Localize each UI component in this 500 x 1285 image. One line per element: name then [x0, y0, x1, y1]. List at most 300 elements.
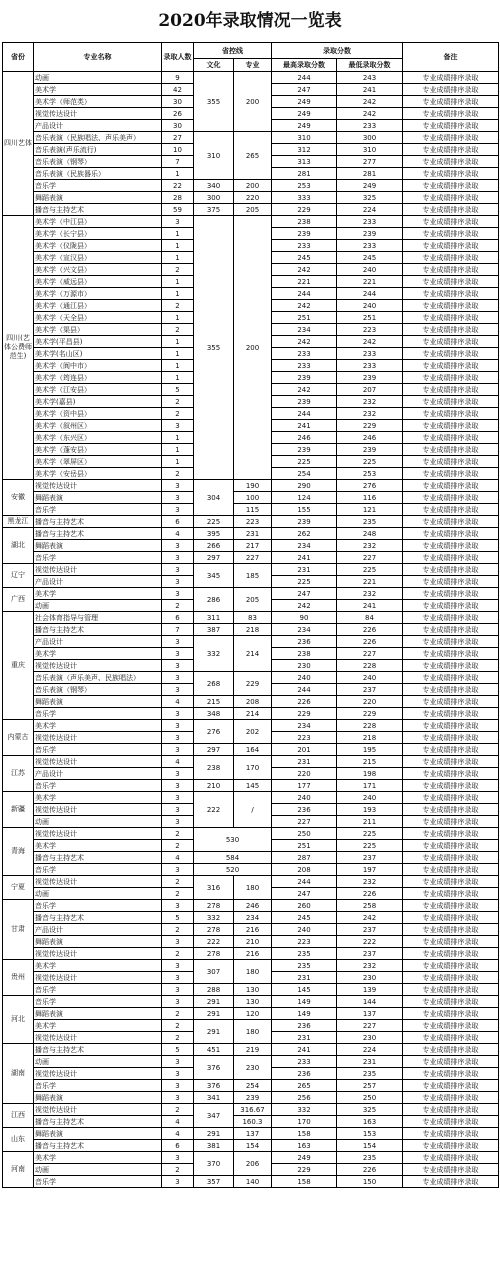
major-cell: 美术学（阆中市）: [34, 360, 162, 372]
max-score-cell: 90: [272, 612, 337, 624]
specialty-line-cell: 227: [234, 552, 272, 564]
major-cell: 动画: [34, 888, 162, 900]
major-cell: 音乐学: [34, 780, 162, 792]
major-cell: 播音与主持艺术: [34, 516, 162, 528]
max-score-cell: 256: [272, 1092, 337, 1104]
remark-cell: 专业成绩排序录取: [403, 648, 499, 660]
culture-line-cell: 222: [194, 936, 234, 948]
major-cell: 视觉传达设计: [34, 948, 162, 960]
min-score-cell: 225: [337, 828, 403, 840]
table-row: [3, 708, 499, 720]
max-score-cell: 241: [272, 1044, 337, 1056]
culture-line-cell: 268: [194, 672, 234, 696]
table-row: [3, 1152, 499, 1164]
min-score-cell: 231: [337, 1056, 403, 1068]
major-cell: 视觉传达设计: [34, 732, 162, 744]
enrolled-cell: 3: [162, 1092, 194, 1104]
table-row: [3, 528, 499, 540]
culture-line-cell: 278: [194, 900, 234, 912]
specialty-line-cell: 170: [234, 756, 272, 780]
max-score-cell: 234: [272, 324, 337, 336]
remark-cell: 专业成绩排序录取: [403, 264, 499, 276]
table-row: [3, 216, 499, 228]
max-score-cell: 244: [272, 408, 337, 420]
max-score-cell: 240: [272, 672, 337, 684]
max-score-cell: 177: [272, 780, 337, 792]
enrolled-cell: 7: [162, 624, 194, 636]
scores-header: 录取分数: [272, 43, 403, 59]
major-cell: 美术学（天全县）: [34, 312, 162, 324]
max-score-cell: 220: [272, 768, 337, 780]
enrolled-cell: 6: [162, 1140, 194, 1152]
province-cell: 四川(艺体公费师范生): [3, 216, 34, 480]
specialty-line-cell: /: [234, 792, 272, 828]
major-cell: 视觉传达设计: [34, 828, 162, 840]
specialty-line-cell: 206: [234, 1152, 272, 1176]
enrolled-cell: 3: [162, 588, 194, 600]
culture-line-cell: 375: [194, 204, 234, 216]
remark-cell: 专业成绩排序录取: [403, 840, 499, 852]
min-score-cell: 226: [337, 624, 403, 636]
province-cell: 宁夏: [3, 876, 34, 900]
min-score-cell: 224: [337, 204, 403, 216]
enrolled-cell: 2: [162, 924, 194, 936]
min-score-cell: 116: [337, 492, 403, 504]
table-row: [3, 1020, 499, 1032]
enrolled-cell: 2: [162, 1032, 194, 1044]
culture-line-cell: 387: [194, 624, 234, 636]
major-cell: 舞蹈表演: [34, 936, 162, 948]
province-cell: 湖南: [3, 1044, 34, 1104]
enrolled-cell: 27: [162, 132, 194, 144]
specialty-line-cell: 137: [234, 1128, 272, 1140]
min-score-cell: 139: [337, 984, 403, 996]
max-score-cell: 145: [272, 984, 337, 996]
max-score-cell: 229: [272, 708, 337, 720]
remark-cell: 专业成绩排序录取: [403, 864, 499, 876]
remark-cell: 专业成绩排序录取: [403, 348, 499, 360]
province-cell: 江西: [3, 1104, 34, 1128]
table-row: [3, 204, 499, 216]
culture-line-cell: 297: [194, 552, 234, 564]
enrolled-cell: 4: [162, 852, 194, 864]
max-score-cell: 247: [272, 588, 337, 600]
remark-cell: 专业成绩排序录取: [403, 768, 499, 780]
max-score-cell: 227: [272, 816, 337, 828]
enrolled-cell: 2: [162, 888, 194, 900]
min-score-header: 最低录取分数: [337, 59, 403, 72]
culture-line-cell: 341: [194, 1092, 234, 1104]
min-score-cell: 258: [337, 900, 403, 912]
max-score-cell: 244: [272, 288, 337, 300]
max-score-cell: 251: [272, 840, 337, 852]
max-score-cell: 158: [272, 1128, 337, 1140]
min-score-cell: 229: [337, 708, 403, 720]
specialty-line-cell: 239: [234, 1092, 272, 1104]
culture-line-cell: 355: [194, 72, 234, 132]
remark-cell: 专业成绩排序录取: [403, 240, 499, 252]
remark-cell: 专业成绩排序录取: [403, 216, 499, 228]
remark-cell: 专业成绩排序录取: [403, 852, 499, 864]
major-cell: 视觉传达设计: [34, 804, 162, 816]
remark-cell: 专业成绩排序录取: [403, 1008, 499, 1020]
remark-cell: 专业成绩排序录取: [403, 432, 499, 444]
remark-cell: 专业成绩排序录取: [403, 72, 499, 84]
enrolled-cell: 1: [162, 276, 194, 288]
max-score-cell: 240: [272, 792, 337, 804]
remark-cell: 专业成绩排序录取: [403, 888, 499, 900]
table-row: [3, 192, 499, 204]
major-cell: 美术学（翠屏区）: [34, 456, 162, 468]
header-row: [3, 43, 499, 59]
major-cell: 音乐表演（民族器乐）: [34, 168, 162, 180]
min-score-cell: 237: [337, 852, 403, 864]
table-row: [3, 1080, 499, 1092]
min-score-cell: 239: [337, 228, 403, 240]
max-score-cell: 242: [272, 300, 337, 312]
remark-cell: 专业成绩排序录取: [403, 672, 499, 684]
enrolled-cell: 4: [162, 1128, 194, 1140]
major-cell: 美术学: [34, 1152, 162, 1164]
major-cell: 音乐学: [34, 984, 162, 996]
specialty-line-cell: 316.67: [234, 1104, 272, 1116]
specialty-line-cell: 216: [234, 924, 272, 936]
control-line-combined-cell: 520: [194, 864, 272, 876]
max-score-cell: 260: [272, 900, 337, 912]
remark-cell: 专业成绩排序录取: [403, 588, 499, 600]
specialty-line-cell: 265: [234, 132, 272, 180]
major-cell: 播音与主持艺术: [34, 1044, 162, 1056]
min-score-cell: 235: [337, 1152, 403, 1164]
table-row: [3, 720, 499, 732]
enrolled-cell: 3: [162, 420, 194, 432]
enrolled-cell: 3: [162, 792, 194, 804]
major-cell: 视觉传达设计: [34, 108, 162, 120]
table-row: [3, 540, 499, 552]
control-line-combined-cell: 530: [194, 828, 272, 852]
major-cell: 美术学（蓬安县）: [34, 444, 162, 456]
max-score-cell: 238: [272, 648, 337, 660]
major-cell: 美术学（兴文县）: [34, 264, 162, 276]
table-row: [3, 936, 499, 948]
major-cell: 舞蹈表演: [34, 696, 162, 708]
enrolled-cell: 1: [162, 228, 194, 240]
remark-cell: 专业成绩排序录取: [403, 540, 499, 552]
remark-cell: 专业成绩排序录取: [403, 720, 499, 732]
major-cell: 美术学: [34, 840, 162, 852]
min-score-cell: 233: [337, 120, 403, 132]
enrolled-cell: 3: [162, 816, 194, 828]
major-cell: 播音与主持艺术: [34, 1116, 162, 1128]
max-score-cell: 333: [272, 192, 337, 204]
major-cell: 美术学（通江县）: [34, 300, 162, 312]
major-cell: 音乐学: [34, 552, 162, 564]
enrolled-cell: 3: [162, 708, 194, 720]
enrolled-cell: 4: [162, 528, 194, 540]
enrolled-cell: 5: [162, 912, 194, 924]
min-score-cell: 224: [337, 1044, 403, 1056]
culture-line-cell: 266: [194, 540, 234, 552]
table-row: [3, 924, 499, 936]
culture-line-cell: 332: [194, 636, 234, 672]
specialty-line-cell: 205: [234, 204, 272, 216]
major-cell: 播音与主持艺术: [34, 912, 162, 924]
min-score-cell: 230: [337, 972, 403, 984]
specialty-line-cell: 200: [234, 72, 272, 132]
max-score-cell: 313: [272, 156, 337, 168]
min-score-cell: 226: [337, 636, 403, 648]
table-row: [3, 552, 499, 564]
major-cell: 美术学（宣汉县）: [34, 252, 162, 264]
specialty-line-cell: 190: [234, 480, 272, 492]
enrolled-cell: 2: [162, 1104, 194, 1116]
remark-cell: 专业成绩排序录取: [403, 600, 499, 612]
min-score-cell: 246: [337, 432, 403, 444]
major-cell: 美术学: [34, 648, 162, 660]
enrolled-cell: 3: [162, 540, 194, 552]
enrolled-cell: 3: [162, 480, 194, 492]
culture-line-cell: 355: [194, 216, 234, 480]
enrolled-cell: 3: [162, 684, 194, 696]
major-cell: 视觉传达设计: [34, 480, 162, 492]
specialty-line-cell: 202: [234, 720, 272, 744]
province-cell: 河北: [3, 996, 34, 1044]
specialty-line-cell: 180: [234, 960, 272, 984]
max-score-cell: 229: [272, 204, 337, 216]
remark-cell: 专业成绩排序录取: [403, 708, 499, 720]
major-cell: 视觉传达设计: [34, 1068, 162, 1080]
min-score-cell: 144: [337, 996, 403, 1008]
table-row: [3, 1128, 499, 1140]
major-cell: 美术学（叙州区）: [34, 420, 162, 432]
remark-cell: 专业成绩排序录取: [403, 120, 499, 132]
remark-cell: 专业成绩排序录取: [403, 144, 499, 156]
specialty-line-cell: 180: [234, 1020, 272, 1044]
province-cell: 广西: [3, 588, 34, 612]
min-score-cell: 240: [337, 792, 403, 804]
min-score-cell: 150: [337, 1176, 403, 1188]
remark-cell: 专业成绩排序录取: [403, 480, 499, 492]
enrolled-cell: 3: [162, 660, 194, 672]
major-cell: 音乐学: [34, 744, 162, 756]
min-score-cell: 325: [337, 1104, 403, 1116]
min-score-cell: 218: [337, 732, 403, 744]
max-score-cell: 235: [272, 948, 337, 960]
min-score-cell: 242: [337, 96, 403, 108]
enrolled-cell: 3: [162, 768, 194, 780]
enrolled-cell: 3: [162, 1080, 194, 1092]
culture-line-cell: 370: [194, 1152, 234, 1176]
remark-cell: 专业成绩排序录取: [403, 444, 499, 456]
enrolled-cell: 2: [162, 324, 194, 336]
remark-cell: 专业成绩排序录取: [403, 996, 499, 1008]
min-score-cell: 232: [337, 396, 403, 408]
max-score-cell: 249: [272, 108, 337, 120]
remark-cell: 专业成绩排序录取: [403, 504, 499, 516]
specialty-line-cell: 208: [234, 696, 272, 708]
major-cell: 美术学（长宁县）: [34, 228, 162, 240]
culture-line-cell: 347: [194, 1104, 234, 1128]
major-cell: 音乐表演(声乐流行): [34, 144, 162, 156]
max-score-cell: 245: [272, 252, 337, 264]
major-cell: 音乐学: [34, 864, 162, 876]
specialty-line-cell: 164: [234, 744, 272, 756]
max-score-cell: 245: [272, 912, 337, 924]
min-score-cell: 239: [337, 372, 403, 384]
specialty-line-cell: 120: [234, 1008, 272, 1020]
max-score-cell: 155: [272, 504, 337, 516]
province-cell: 青海: [3, 828, 34, 876]
remark-cell: 专业成绩排序录取: [403, 168, 499, 180]
remark-cell: 专业成绩排序录取: [403, 960, 499, 972]
control-line-header: 省控线: [194, 43, 272, 59]
min-score-cell: 197: [337, 864, 403, 876]
specialty-line-cell: 200: [234, 180, 272, 192]
min-score-cell: 251: [337, 312, 403, 324]
max-score-cell: 249: [272, 96, 337, 108]
specialty-line-cell: 100: [234, 492, 272, 504]
max-score-cell: 234: [272, 624, 337, 636]
remark-cell: 专业成绩排序录取: [403, 204, 499, 216]
culture-line-cell: 381: [194, 1140, 234, 1152]
table-row: [3, 852, 499, 864]
max-score-cell: 231: [272, 972, 337, 984]
remark-header: 备注: [403, 43, 499, 72]
major-header: 专业名称: [34, 43, 162, 72]
enrolled-cell: 3: [162, 996, 194, 1008]
max-score-cell: 239: [272, 372, 337, 384]
enrolled-cell: 1: [162, 240, 194, 252]
max-score-cell: 242: [272, 384, 337, 396]
table-row: [3, 516, 499, 528]
table-row: [3, 624, 499, 636]
specialty-line-cell: 254: [234, 1080, 272, 1092]
culture-line-cell: 238: [194, 756, 234, 780]
max-score-cell: 208: [272, 864, 337, 876]
specialty-line-cell: 154: [234, 1140, 272, 1152]
culture-line-cell: 345: [194, 564, 234, 588]
culture-line-cell: 297: [194, 744, 234, 756]
major-cell: 播音与主持艺术: [34, 852, 162, 864]
min-score-cell: 233: [337, 348, 403, 360]
min-score-cell: 245: [337, 252, 403, 264]
remark-cell: 专业成绩排序录取: [403, 324, 499, 336]
max-score-cell: 225: [272, 576, 337, 588]
max-score-cell: 247: [272, 84, 337, 96]
min-score-cell: 227: [337, 552, 403, 564]
min-score-cell: 84: [337, 612, 403, 624]
specialty-line-cell: 230: [234, 1056, 272, 1080]
max-score-cell: 229: [272, 1164, 337, 1176]
remark-cell: 专业成绩排序录取: [403, 108, 499, 120]
max-score-cell: 226: [272, 696, 337, 708]
max-score-cell: 254: [272, 468, 337, 480]
enrolled-cell: 42: [162, 84, 194, 96]
table-row: [3, 792, 499, 804]
min-score-cell: 232: [337, 540, 403, 552]
culture-line-cell: 291: [194, 996, 234, 1008]
table-row: [3, 984, 499, 996]
enrolled-cell: 1: [162, 288, 194, 300]
min-score-cell: 241: [337, 84, 403, 96]
min-score-cell: 240: [337, 264, 403, 276]
min-score-cell: 277: [337, 156, 403, 168]
remark-cell: 专业成绩排序录取: [403, 408, 499, 420]
remark-cell: 专业成绩排序录取: [403, 1128, 499, 1140]
enrolled-cell: 2: [162, 300, 194, 312]
province-cell: 甘肃: [3, 900, 34, 960]
max-score-cell: 281: [272, 168, 337, 180]
province-header: 省份: [3, 43, 34, 72]
major-cell: 动画: [34, 600, 162, 612]
max-score-cell: 239: [272, 228, 337, 240]
table-row: [3, 72, 499, 84]
remark-cell: 专业成绩排序录取: [403, 804, 499, 816]
culture-line-cell: 276: [194, 720, 234, 744]
enrolled-cell: 2: [162, 1020, 194, 1032]
enrolled-cell: 4: [162, 696, 194, 708]
enrolled-cell: 3: [162, 1176, 194, 1188]
specialty-line-cell: 214: [234, 636, 272, 672]
enrolled-cell: 3: [162, 936, 194, 948]
specialty-line-cell: 218: [234, 624, 272, 636]
enrolled-cell: 9: [162, 72, 194, 84]
major-cell: 美术学（东兴区）: [34, 432, 162, 444]
max-score-cell: 242: [272, 600, 337, 612]
min-score-cell: 226: [337, 1164, 403, 1176]
major-cell: 美术学（师范类）: [34, 96, 162, 108]
remark-cell: 专业成绩排序录取: [403, 1116, 499, 1128]
max-score-cell: 249: [272, 1152, 337, 1164]
specialty-line-cell: 130: [234, 984, 272, 996]
max-score-cell: 240: [272, 924, 337, 936]
major-cell: 视觉传达设计: [34, 972, 162, 984]
enrolled-cell: 1: [162, 432, 194, 444]
enrolled-cell: 3: [162, 1056, 194, 1068]
remark-cell: 专业成绩排序录取: [403, 456, 499, 468]
culture-line-cell: 310: [194, 132, 234, 180]
culture-line-cell: 291: [194, 1020, 234, 1044]
enrolled-cell: 6: [162, 516, 194, 528]
max-score-cell: 231: [272, 1032, 337, 1044]
major-cell: 美术学(平昌县): [34, 336, 162, 348]
culture-line-cell: 278: [194, 948, 234, 960]
min-score-cell: 233: [337, 360, 403, 372]
enrolled-cell: 3: [162, 492, 194, 504]
table-row: [3, 696, 499, 708]
enrolled-cell: 2: [162, 468, 194, 480]
remark-cell: 专业成绩排序录取: [403, 468, 499, 480]
enrolled-cell: 2: [162, 1008, 194, 1020]
max-score-cell: 247: [272, 888, 337, 900]
enrolled-cell: 1: [162, 444, 194, 456]
remark-cell: 专业成绩排序录取: [403, 732, 499, 744]
table-row: [3, 564, 499, 576]
max-score-header: 最高录取分数: [272, 59, 337, 72]
remark-cell: 专业成绩排序录取: [403, 756, 499, 768]
min-score-cell: 215: [337, 756, 403, 768]
culture-line-cell: 210: [194, 780, 234, 792]
enrolled-cell: 3: [162, 216, 194, 228]
major-cell: 音乐表演（钢琴）: [34, 156, 162, 168]
culture-header: 文化: [194, 59, 234, 72]
min-score-cell: 154: [337, 1140, 403, 1152]
remark-cell: 专业成绩排序录取: [403, 948, 499, 960]
remark-cell: 专业成绩排序录取: [403, 276, 499, 288]
specialty-line-cell: 130: [234, 996, 272, 1008]
major-cell: 视觉传达设计: [34, 1104, 162, 1116]
max-score-cell: 163: [272, 1140, 337, 1152]
